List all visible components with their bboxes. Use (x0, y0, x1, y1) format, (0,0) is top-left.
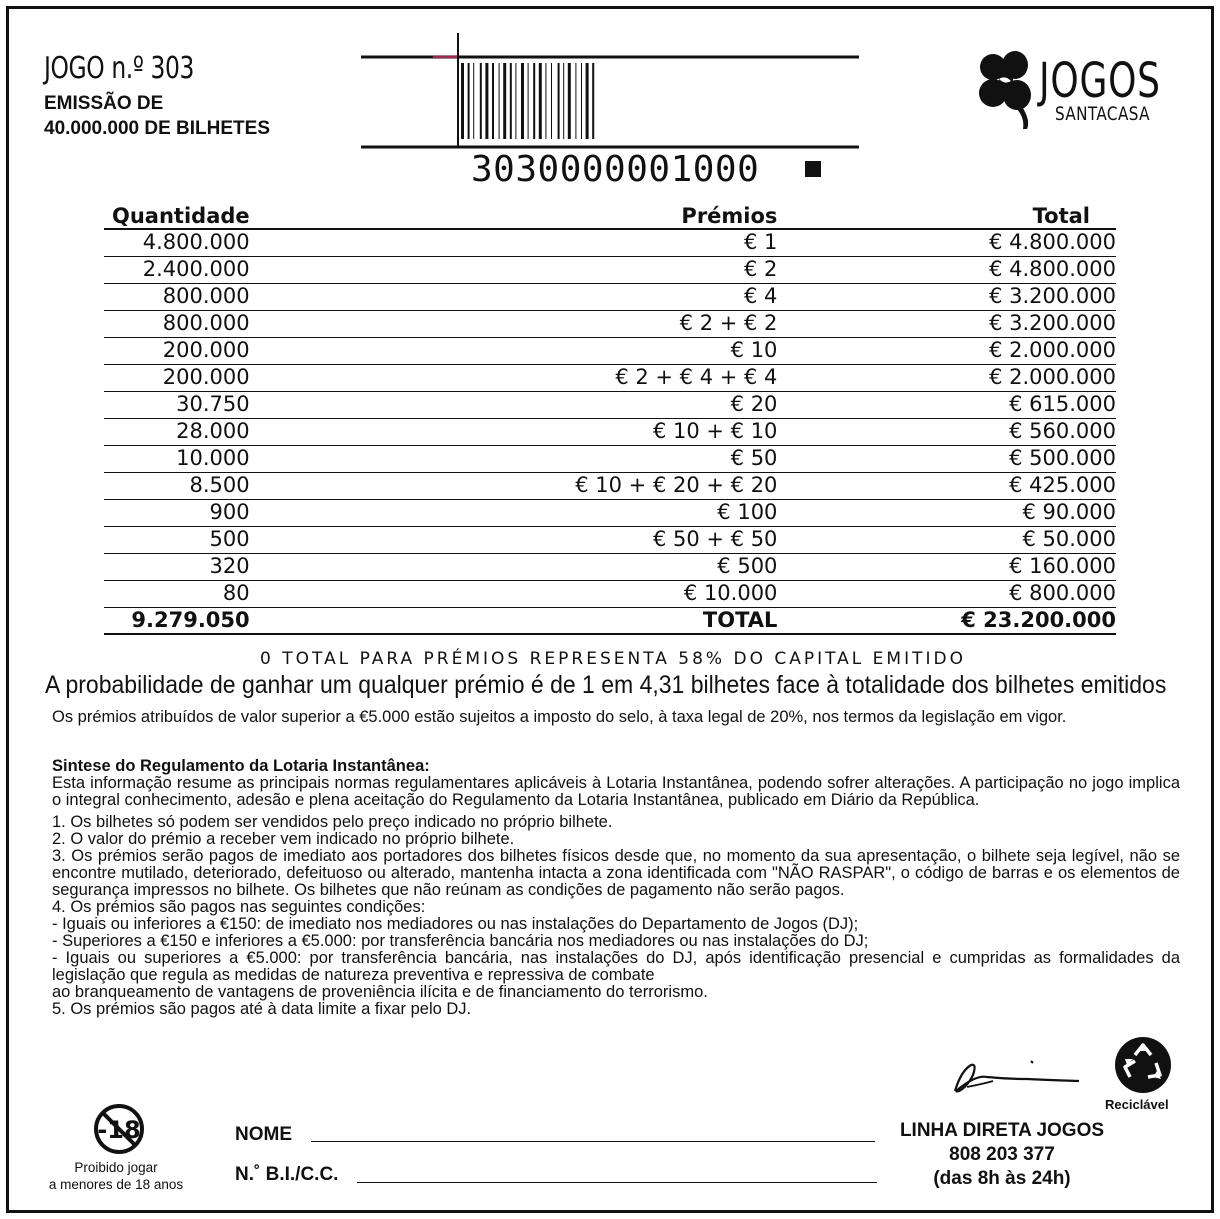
table-row (104, 364, 1116, 391)
prize-cell: € 2 + € 2 (250, 310, 778, 337)
age-text-line-1: Proibido jogar (74, 1160, 158, 1175)
quantity-cell: 500 (104, 526, 250, 553)
total-cell: € 500.000 (777, 445, 1116, 472)
quantity-cell: 28.000 (104, 418, 250, 445)
total-label-cell: TOTAL (250, 607, 778, 634)
table-row (104, 499, 1116, 526)
prize-cell: € 50 + € 50 (250, 526, 778, 553)
quantity-cell: 200.000 (104, 337, 250, 364)
hotline (877, 1119, 1127, 1191)
quantity-cell: 2.400.000 (104, 256, 250, 283)
logo-brand: JOGOS (1039, 53, 1161, 109)
barcode-number: 3030000001000 (471, 149, 760, 190)
prize-cell: € 2 + € 4 + € 4 (250, 364, 778, 391)
id-label: N.˚ B.I./C.C. (235, 1164, 339, 1185)
hotline-number: 808 203 377 (949, 1144, 1055, 1165)
total-cell: € 560.000 (777, 418, 1116, 445)
table-row (104, 256, 1116, 283)
regulation-item: 5. Os prémios são pagos até à data limite a fixar pelo DJ. (52, 1000, 472, 1018)
table-row (104, 310, 1116, 337)
prize-cell: € 20 (250, 391, 778, 418)
regulation-item: 3. Os prémios serão pagos de imediato aos portadores dos bilhetes físicos desde que, no momento da sua apresentação, o bilhete seja legível, não se encontre mutilado, deteriorado, defeituoso ou alterado, mantenha intacta a zona identificada com "NÃO RASPAR", o código de barras e os elementos de segurança impressos no bilhete. Os bilhetes que não reúnam as condições de pagamento não serão pagos. (52, 847, 1180, 899)
emission-line-2: 40.000.000 DE BILHETES (44, 118, 270, 139)
table-row (104, 229, 1116, 256)
recycle-label: Reciclável (1105, 1097, 1169, 1112)
prize-cell: € 10 (250, 337, 778, 364)
total-quantity-cell: 9.279.050 (104, 607, 250, 634)
age-text-line-2: a menores de 18 anos (48, 1177, 184, 1192)
emission-line-1: EMISSÃO DE (44, 93, 164, 114)
regulation-heading: Sintese do Regulamento da Lotaria Instantânea: (52, 757, 430, 775)
quantity-cell: 200.000 (104, 364, 250, 391)
probability-note: A probabilidade de ganhar um qualquer prémio é de 1 em 4,31 bilhetes face à totalidade dos bilhetes emitidos (45, 671, 1167, 699)
regulation-item: 2. O valor do prémio a receber vem indicado no próprio bilhete. (52, 830, 515, 848)
prize-cell: € 50 (250, 445, 778, 472)
table-row (104, 526, 1116, 553)
table-row (104, 553, 1116, 580)
game-number: JOGO n.º 303 (44, 51, 195, 86)
column-header-prizes: Prémios (250, 199, 778, 229)
regulation-intro: Esta informação resume as principais normas regulamentares aplicáveis à Lotaria Instantânea, podendo sofrer alterações. A participação no jogo implica o integral conhecimento, adesão e plena aceitação do Regulamento da Lotaria Instantânea, publicado em Diário da República. (52, 774, 1180, 809)
total-cell: € 615.000 (777, 391, 1116, 418)
no-under-18-icon (93, 1103, 145, 1155)
regulation-item: ao branqueamento de vantagens de proveniência ilícita e de financiamento do terrorismo. (52, 983, 708, 1001)
total-cell: € 50.000 (777, 526, 1116, 553)
table-row (104, 391, 1116, 418)
total-cell: € 800.000 (777, 580, 1116, 607)
prize-cell: € 10 + € 10 (250, 418, 778, 445)
table-row (104, 580, 1116, 607)
table-row (104, 472, 1116, 499)
quantity-cell: 4.800.000 (104, 229, 250, 256)
table-row (104, 445, 1116, 472)
regulation-item: 1. Os bilhetes só podem ser vendidos pelo preço indicado no próprio bilhete. (52, 813, 613, 831)
quantity-cell: 800.000 (104, 310, 250, 337)
total-cell: € 160.000 (777, 553, 1116, 580)
prize-cell: € 500 (250, 553, 778, 580)
prize-table (104, 199, 1116, 635)
total-cell: € 3.200.000 (777, 310, 1116, 337)
quantity-cell: 8.500 (104, 472, 250, 499)
quantity-cell: 900 (104, 499, 250, 526)
table-row (104, 283, 1116, 310)
table-total-row (104, 607, 1116, 634)
table-row (104, 337, 1116, 364)
barcode-marker (805, 161, 821, 177)
total-cell: € 425.000 (777, 472, 1116, 499)
total-cell: € 2.000.000 (777, 364, 1116, 391)
prize-cell: € 10.000 (250, 580, 778, 607)
regulation-item: - Superiores a €150 e inferiores a €5.000: por transferência bancária nos mediadores ou nas instalações do DJ; (52, 932, 869, 950)
logo-subbrand: SANTACASA (1055, 103, 1150, 125)
prize-cell: € 100 (250, 499, 778, 526)
recycle-icon (1113, 1035, 1173, 1095)
hotline-hours: (das 8h às 24h) (933, 1168, 1071, 1189)
prize-cell: € 4 (250, 283, 778, 310)
id-field[interactable] (357, 1182, 877, 1183)
table-row (104, 418, 1116, 445)
name-field[interactable] (311, 1141, 875, 1142)
quantity-cell: 800.000 (104, 283, 250, 310)
total-cell: € 4.800.000 (777, 229, 1116, 256)
hotline-title: LINHA DIRETA JOGOS (899, 1120, 1105, 1141)
column-header-quantity: Quantidade (104, 199, 250, 229)
prize-cell: € 2 (250, 256, 778, 283)
regulation-item: 4. Os prémios são pagos nas seguintes condições: (52, 898, 426, 916)
age-badge: -18 (97, 1116, 141, 1144)
prize-percentage-note: 0 TOTAL PARA PRÉMIOS REPRESENTA 58% DO CAPITAL EMITIDO (260, 649, 966, 669)
ticket (6, 6, 1214, 1213)
regulation-summary (52, 758, 1180, 1018)
quantity-cell: 10.000 (104, 445, 250, 472)
quantity-cell: 80 (104, 580, 250, 607)
prize-cell: € 10 + € 20 + € 20 (250, 472, 778, 499)
table-header-row (104, 199, 1116, 229)
signature-icon (947, 1053, 1082, 1097)
quantity-cell: 320 (104, 553, 250, 580)
age-restriction-text (31, 1159, 201, 1193)
total-cell: € 90.000 (777, 499, 1116, 526)
total-cell: € 4.800.000 (777, 256, 1116, 283)
column-header-total: Total (777, 199, 1116, 229)
tax-note: Os prémios atribuídos de valor superior a €5.000 estão sujeitos a imposto do selo, à taxa legal de 20%, nos termos da legislação em vigor. (52, 708, 1067, 726)
prize-cell: € 1 (250, 229, 778, 256)
quantity-cell: 30.750 (104, 391, 250, 418)
regulation-item: - Iguais ou inferiores a €150: de imediato nos mediadores ou nas instalações do Departamento de Jogos (DJ); (52, 915, 859, 933)
name-label: NOME (235, 1124, 292, 1145)
regulation-item: - Iguais ou superiores a €5.000: por transferência bancária, nas instalações do DJ, após identificação presencial e cumpridas as formalidades da legislação que regula as medidas de natureza preventiva e repressiva de combate (52, 949, 1180, 984)
total-cell: € 2.000.000 (777, 337, 1116, 364)
total-amount-cell: € 23.200.000 (777, 607, 1116, 634)
total-cell: € 3.200.000 (777, 283, 1116, 310)
barcode (361, 23, 859, 153)
emission-info (44, 91, 270, 141)
